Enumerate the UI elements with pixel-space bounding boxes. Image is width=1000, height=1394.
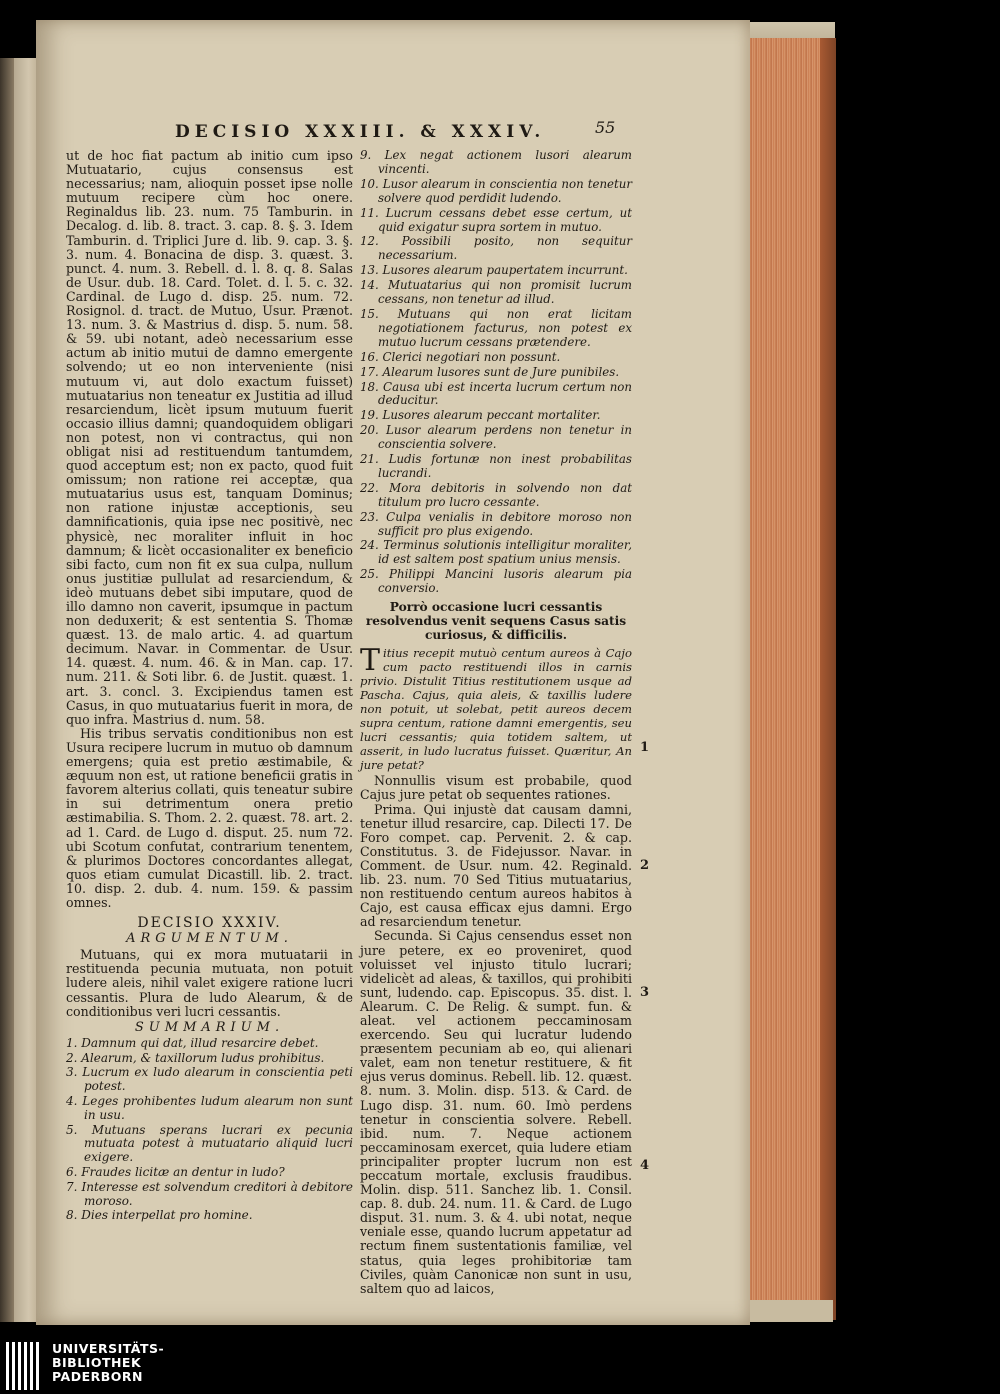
summarium-item: 3. Lucrum ex ludo alearum in conscientia peti potest. [66, 1065, 353, 1094]
margin-number: 4 [640, 1158, 650, 1173]
summarium-item: 20. Lusor alearum perdens non tenetur in conscientia solvere. [360, 423, 632, 452]
library-line-3: PADERBORN [52, 1369, 143, 1384]
summarium-list [66, 1037, 353, 1223]
summarium-item: 22. Mora debitoris in solvendo non dat titulum pro lucro cessante. [360, 480, 632, 509]
summarium-item: 25. Philippi Mancini lusoris alearum pia conversio. [360, 567, 632, 596]
right-column [360, 149, 632, 1296]
summarium-item: 1. Damnum qui dat, illud resarcire debet. [66, 1035, 319, 1050]
summarium-item: 17. Alearum lusores sunt de Jure punibiles. [360, 364, 620, 379]
page-number: 55 [595, 118, 616, 137]
decisio-heading: DECISIO XXXIV. [137, 915, 282, 932]
casus-text-block [360, 643, 632, 773]
summarium-item: 7. Interesse est solvendum creditori à debitore moroso. [66, 1179, 353, 1208]
summarium-item: 10. Lusor alearum in conscientia non tenetur solvere quod perdidit ludendo. [360, 176, 632, 205]
summarium-item: 9. Lex negat actionem lusori alearum vincenti. [360, 148, 632, 176]
summarium-heading: SUMMARIUM. [134, 1019, 285, 1035]
summarium-item: 21. Ludis fortunæ non inest probabilitas lucrandi. [360, 452, 632, 480]
left-paragraph-1: ut de hoc fiat pactum ab initio cum ipso Mutuatario, cujus consensus est necessarius; nam, alioquin posset ipse nolle mutuum recipere cùm hoc onere. Reginaldus lib. 23. num. 75 Tamburin. in Decalog. d. lib. 8. tract. 3. cap. 8. §. 3. Idem Tamburin. d. Triplici Jure d. lib. 9. cap. 3. §. 3. num. 4. Bonacina de disp. 3. quæst. 3. punct. 4. num. 3. Rebell. d. l. 8. q. 8. Salas de Usur. dub. 18. Card. Tolet. d. l. 5. c. 32. Cardinal. de Lugo d. disp. 25. num. 72. Rosignol. d. tract. de Mutuo, Usur. Prænot. 13. num. 3. & Mastrius d. disp. 5. num. 58. & 59. ubi notant, adeò necessarium esse actum ab initio mutui de damno emergente solvendo; ut eo non interveniente (nisi mutuum vi, aut dolo exactum fuisset) mutuatarius non teneatur ex Justitia ad illud resarciendum, licèt ipsum mutuum fuerit occasio illius damni; quandoquidem obligari non potest, non vi contractus, qui non obligat nisi ad restituendum tantumdem, quod acceptum est; non ex pacto, quod fuit omissum; non ratione rei acceptæ, qua mutuatarius usus est, tanquam Dominus; non ratione injustæ acceptionis, seu damnificationis, quia ipse nec positivè, nec physicè, nec moraliter influit in hoc damnum; & licèt occasionaliter ex beneficio sibi facto, cum non fit ex sua culpa, nullum onus justitiæ pullulat ad resarciendum, & ideò mutuans debet sibi imputare, quod de illo damno non caverit, ipsumque in pactum non deduxerit; & est sententia S. Thomæ quæst. 13. de malo artic. 4. ad quartum decimum. Navar. in Commentar. de Usur. 14. quæst. 4. num. 46. & in Man. cap. 17. num. 211. & Soti libr. 6. de Justit. quæst. 1. art. 3. concl. 3. Excipiendus tamen est Casus, in quo mutuatarius fuerit in mora, de quo infra. Mastrius d. num. 58. [66, 148, 353, 727]
barcode-logo-icon [6, 1342, 42, 1390]
left-paragraph-2: His tribus servatis conditionibus non est Usura recipere lucrum in mutuo ob damnum emergens; quia est pretio æstimabile, & æquum non est, ut ratione beneficii gratis in favorem alterius collati, quis teneatur subire in sui detrimentum onera pretio æstimabilia. S. Thom. 2. 2. quæst. 78. art. 2. ad 1. Card. de Lugo d. disput. 25. num 72. ubi Scotum confutat, contrarium tenentem, & plurimos Doctores concordantes allegat, quos etiam cumulat Dicastill. lib. 2. tract. 10. disp. 2. dub. 4. num. 159. & passim omnes. [66, 725, 353, 910]
library-line-1: UNIVERSITÄTS- [52, 1341, 165, 1356]
right-paragraph-2: Prima. Qui injustè dat causam damni, tenetur illud resarcire, cap. Dilecti 17. De Foro compet. cap. Pervenit. 2. & cap. Constitutus. 3. de Fidejussor. Navar. in Comment. de Usur. num. 42. Reginald. lib. 23. num. 70 Sed Titius mutuatarius, non restituendo centum aureos habitos à Cajo, est causa efficax ejus damni. Ergo ad resarciendum tenetur. [360, 801, 632, 930]
library-logo [0, 1340, 200, 1394]
summarium-item: 5. Mutuans sperans lucrari ex pecunia mutuata potest à mutuatario aliquid lucri exigere. [66, 1122, 353, 1165]
library-line-2: BIBLIOTHEK [52, 1355, 142, 1370]
summarium-item: 15. Mutuans qui non erat licitam negotiationem facturus, non potest ex mutuo lucrum cessans prætendere. [360, 306, 632, 349]
binding-gutter [0, 58, 14, 1322]
argumentum-text: Mutuans, qui ex mora mutuatarii in restituenda pecunia mutuata, non potuit ludere aleis, nihil valet exigere ratione lucri cessantis. Plura de ludo Alearum, & de conditionibus veri lucri cessantis. [66, 947, 353, 1019]
argumentum-heading: ARGUMENTUM. [126, 931, 293, 947]
running-title: DECISIO XXXIII. & XXXIV. [175, 122, 546, 142]
page-fore-edge [738, 38, 830, 1320]
summarium-item: 24. Terminus solutionis intelligitur moraliter, id est saltem post spatium unius mensis. [360, 538, 632, 567]
summarium-item: 6. Fraudes licitæ an dentur in ludo? [66, 1164, 285, 1179]
summarium-item: 4. Leges prohibentes ludum alearum non sunt in usu. [66, 1094, 353, 1122]
summarium-item: 2. Alearum, & taxillorum ludus prohibitus. [66, 1050, 325, 1065]
book-cover-edge [820, 38, 836, 1320]
left-column [66, 149, 353, 1224]
casus-intro: Porrò occasione lucri cessantis resolvendus venit sequens Casus satis curiosus, & difficilis. [365, 600, 627, 643]
margin-number: 2 [640, 858, 650, 873]
summarium-item: 16. Clerici negotiari non possunt. [360, 349, 561, 364]
margin-number: 3 [640, 985, 650, 1000]
summarium-item: 12. Possibili posito, non sequitur necessarium. [360, 234, 632, 263]
casus-text: itius recepit mutuò centum aureos à Cajo cum pacto restituendi illos in carnis privio. Distulit Titius restitutionem usque ad Pascha. Cajus, quia aleis, & taxillis ludere non potuit, ut solebat, petit aureos decem supra centum, ratione damni emergentis, seu lucri cessantis; quia totidem saltem, ut asserit, in ludo lucratus fuisset. Quæritur, An jure petat? [360, 646, 632, 773]
right-paragraph-3: Secunda. Si Cajus censendus esset non jure petere, ex eo proveniret, quod voluisset vel injusto titulo lucrari; videlicèt ad aleas, & taxillos, qui prohibiti sunt, ludendo. cap. Episcopus. 35. dist. l. Alearum. C. De Relig. & sumpt. fun. & aleat. vel actionem peccaminosam exercendo. Seu qui lucratur ludendo præsentem pecuniam ab eo, qui alienari valet, eam non tenetur restituere, & fit ejus verus dominus. Rebell. lib. 12. quæst. 8. num. 3. Molin. disp. 513. & Card. de Lugo disp. 31. num. 60. Imò perdens tenetur in conscientia solvere. Rebell. ibid. num. 7. Neque actionem peccaminosam exercet, quia ludere etiam principaliter propter lucrum non est peccatum mortale, exclusis fraudibus. Molin. disp. 511. Sanchez lib. 1. Consil. cap. 8. dub. 24. num. 11. & Card. de Lugo disput. 31. num. 3. & 4. ubi notat, neque veniale esse, quando lucrum appetatur ad rectum finem sustentationis familiæ, vel status, quia leges prohibitoriæ tam Civiles, quàm Canonicæ non sunt in usu, saltem quo ad laicos, [360, 928, 632, 1296]
summarium-item: 18. Causa ubi est incerta lucrum certum non deducitur. [360, 379, 632, 408]
summarium-item: 19. Lusores alearum peccant mortaliter. [360, 408, 601, 423]
summarium-item: 14. Mutuatarius qui non promisit lucrum cessans, non tenetur ad illud. [360, 278, 632, 307]
summarium-item: 8. Dies interpellat pro homine. [66, 1208, 253, 1223]
drop-cap: T [360, 643, 381, 679]
summarium-continued [360, 149, 632, 596]
summarium-item: 13. Lusores alearum paupertatem incurrunt. [360, 263, 628, 278]
book-bottom-edge [738, 1300, 833, 1322]
right-paragraph-1: Nonnullis visum est probabile, quod Cajus jure petat ob sequentes rationes. [360, 773, 632, 803]
summarium-item: 11. Lucrum cessans debet esse certum, ut quid exigatur supra sortem in mutuo. [360, 205, 632, 234]
margin-number: 1 [640, 740, 650, 755]
summarium-item: 23. Culpa venialis in debitore moroso non sufficit pro plus exigendo. [360, 509, 632, 538]
library-name [52, 1342, 164, 1384]
